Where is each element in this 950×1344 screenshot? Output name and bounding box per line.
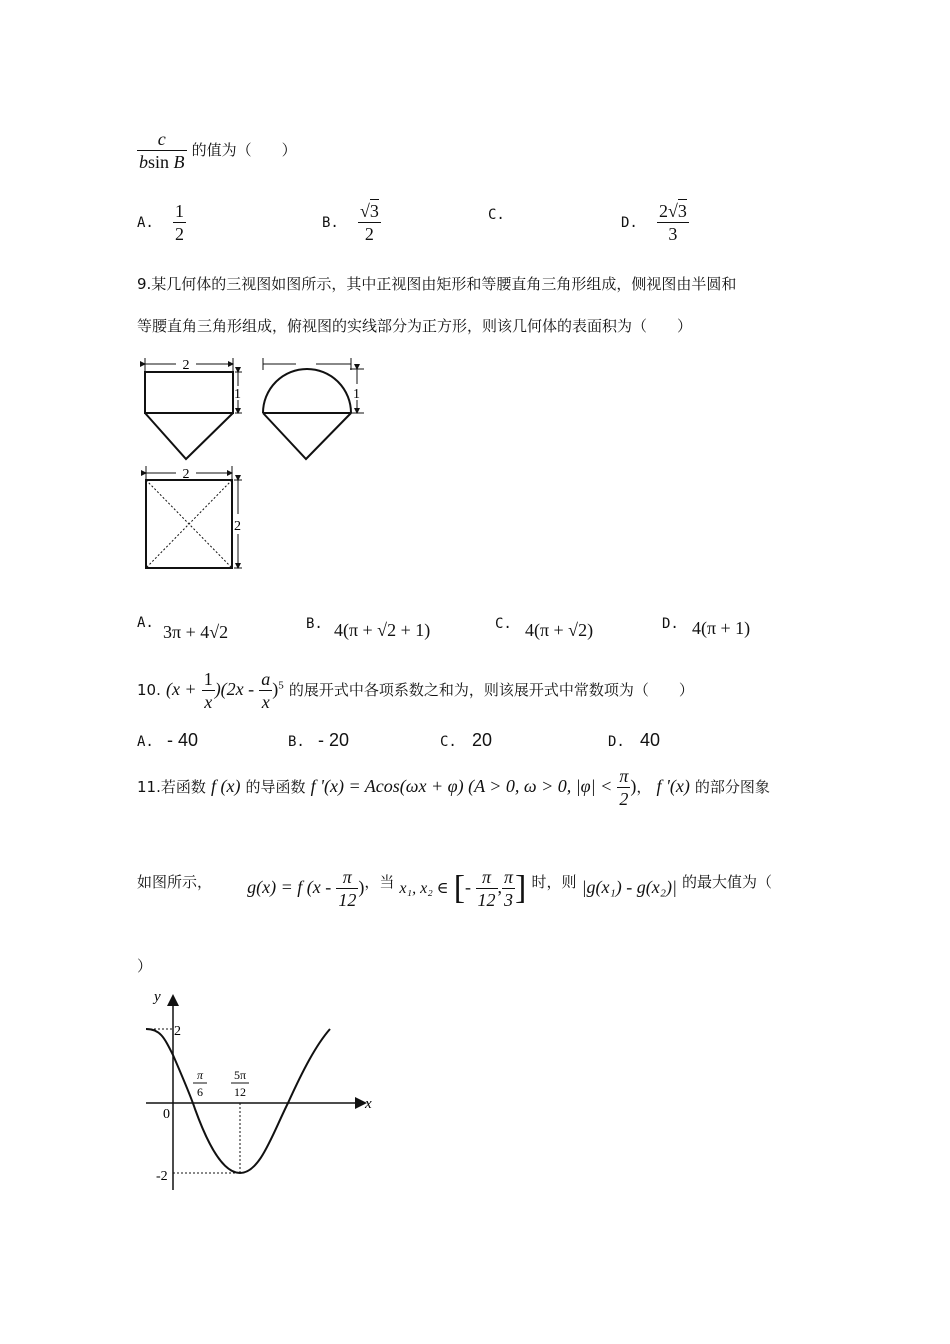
q8-frac-den (137, 151, 187, 173)
q10-opt-a-value: - 40 (166, 730, 198, 750)
q9-opt-b-value: 4(π + √2 + 1) (333, 620, 431, 640)
q8-opt-d-den: 3 (668, 224, 678, 244)
q9-opt-b-label: B. (306, 616, 323, 632)
top-view (146, 480, 232, 568)
q8-stem (137, 128, 297, 173)
q11-gx-frac-num: π (336, 866, 358, 889)
q9-opt-d-label: D. (662, 616, 679, 632)
q10-frac1-num: 1 (203, 669, 213, 689)
q10-opt-c-value: 20 (471, 730, 492, 750)
q11-when: ，当 (364, 873, 395, 891)
q11-minus: - (465, 877, 476, 897)
q8-opt-b-den: 2 (364, 224, 374, 244)
q10-expr-b: )(2x - (214, 679, 255, 699)
q8-den-sin: sin (148, 152, 170, 172)
q11-comma: ， (636, 778, 652, 796)
q8-frac-num: c (137, 128, 187, 151)
q9-three-views-figure (136, 352, 366, 577)
q8-opt-d-rad: 3 (677, 201, 687, 221)
graph-ymin: -2 (156, 1169, 168, 1184)
graph-tick1-num: π (196, 1068, 204, 1082)
q8-fraction (137, 128, 187, 173)
graph-x-label: x (365, 1096, 372, 1112)
q11-deriv-close: ) (630, 776, 637, 796)
q8-den-b: b (139, 152, 148, 172)
q8-option-a[interactable] (137, 200, 186, 245)
front-view (145, 372, 233, 459)
q11-int-frac1-num: π (476, 866, 498, 889)
q11-int-frac1-den: 12 (477, 890, 496, 910)
q11-int-frac2 (502, 866, 515, 911)
side-view (263, 369, 351, 459)
q11-shi: 时，则 (531, 873, 577, 891)
side-height-label: 1 (353, 387, 360, 402)
q10-frac2-den: x (261, 692, 270, 712)
q9-opt-a-value: 3π + 4√2 (163, 622, 229, 642)
q8-opt-b-num: √3 (359, 201, 379, 221)
q10-expr-a: (x + (165, 679, 197, 699)
q9-option-d[interactable] (662, 612, 751, 638)
q9-stem-line1: 9.某几何体的三视图如图所示，其中正视图由矩形和等腰直角三角形组成，侧视图由半圆和 (137, 275, 737, 293)
graph-origin: 0 (163, 1107, 170, 1122)
q11-x1x2: x₁, x₂ ∈ (399, 880, 449, 897)
front-width-label: 2 (182, 358, 190, 373)
q8-option-c[interactable] (488, 204, 505, 223)
q11-close-paren: ） (137, 957, 153, 975)
q9-option-c[interactable] (495, 612, 594, 640)
q10-opt-d-label: D. (608, 734, 625, 750)
q8-opt-b-label: B. (322, 215, 339, 231)
q11-bracket-right: ] (515, 869, 527, 907)
q11-fx: f (x) (210, 776, 241, 796)
q11-fprime: f '(x) (656, 776, 690, 796)
q8-opt-a-num: 1 (174, 201, 184, 221)
q8-opt-a-frac (173, 200, 186, 245)
q8-opt-d-label: D. (621, 215, 638, 231)
q10-exponent: 5 (278, 679, 284, 692)
q9-option-b[interactable] (306, 612, 431, 640)
q11-gx: g(x) = f (x - (247, 877, 332, 897)
q10-option-d[interactable] (608, 730, 660, 751)
q10-opt-b-label: B. (288, 734, 305, 750)
q11-int-frac2-num: π (504, 867, 514, 887)
q10-frac2-num: a (261, 669, 271, 689)
q8-tail: 的值为（ ） (191, 141, 297, 159)
q11-gx-frac-den: 12 (338, 890, 357, 910)
q8-opt-c-label: C. (488, 207, 505, 223)
q10-prefix: 10. (137, 681, 161, 699)
graph-y-label: y (154, 989, 161, 1005)
q11-stem-line1 (137, 765, 770, 810)
q9-opt-c-value: 4(π + √2) (524, 620, 594, 640)
q8-opt-d-frac (657, 200, 689, 245)
q8-option-d[interactable] (621, 200, 689, 245)
q8-den-B: B (173, 152, 185, 172)
q11-tail1: 的部分图象 (694, 778, 770, 796)
top-height-label: 2 (234, 519, 241, 534)
q10-frac1 (202, 668, 215, 713)
q11-derivative-graph (138, 985, 383, 1195)
front-height-label: 1 (234, 387, 241, 402)
q10-opt-d-value: 40 (639, 730, 660, 750)
q11-int-frac2-den: 3 (504, 890, 514, 910)
graph-tick1-den: 6 (197, 1085, 203, 1099)
q10-stem (137, 668, 694, 713)
q10-option-b[interactable] (288, 730, 349, 751)
q10-frac1-den: x (204, 692, 213, 712)
graph-tick2-num: 5π (233, 1068, 247, 1082)
top-width-label: 2 (182, 467, 190, 482)
q11-bracket-left: [ (453, 869, 466, 907)
q11-gx-frac (336, 866, 358, 911)
front-view-dims (145, 358, 242, 413)
graph-ymax: 2 (174, 1024, 181, 1039)
q11-pi-over-2 (617, 765, 630, 810)
q8-opt-d-coef: 2 (658, 201, 668, 221)
q11-absdiff: |g(x₁) - g(x₂)| (581, 877, 677, 897)
q10-option-a[interactable] (137, 730, 198, 751)
q11-gx-close: ) (358, 877, 365, 897)
q10-opt-a-label: A. (137, 734, 154, 750)
top-view-dims (146, 466, 242, 568)
q8-opt-d-num: 2√3 (658, 201, 687, 221)
q8-option-b[interactable] (322, 200, 381, 245)
q10-opt-c-label: C. (440, 734, 457, 750)
q8-opt-b-rad: 3 (369, 201, 379, 221)
q11-mid1: 的导函数 (245, 778, 306, 796)
q11-line2-prefix: 如图所示， (137, 873, 213, 891)
q10-opt-b-value: - 20 (317, 730, 349, 750)
q10-frac2 (259, 668, 272, 713)
q11-int-frac1 (476, 866, 498, 911)
q10-expr-c: ) (272, 679, 279, 699)
q8-opt-b-frac (358, 200, 381, 245)
q9-opt-d-value: 4(π + 1) (691, 618, 751, 638)
q11-pi-num: π (619, 766, 629, 786)
q11-stem-line2 (137, 866, 772, 911)
q9-option-a[interactable] (137, 612, 154, 631)
q8-opt-a-label: A. (137, 215, 154, 231)
q9-opt-c-label: C. (495, 616, 512, 632)
q10-tail: 的展开式中各项系数之和为，则该展开式中常数项为（ ） (288, 681, 694, 699)
q11-tail2: 的最大值为（ (682, 873, 773, 891)
q11-deriv: f '(x) = Acos(ωx + φ) (A > 0, ω > 0, |φ| < (310, 776, 613, 796)
q10-option-c[interactable] (440, 730, 492, 751)
q8-opt-a-den: 2 (174, 224, 184, 244)
q9-opt-a-label: A. (137, 615, 154, 631)
graph-tick2-den: 12 (234, 1085, 246, 1099)
q9-stem-line2: 等腰直角三角形组成，俯视图的实线部分为正方形，则该几何体的表面积为（ ） (137, 317, 693, 335)
q11-pi-den: 2 (619, 789, 629, 809)
q11-prefix: 11.若函数 (137, 778, 206, 796)
q11-int-comma: , (497, 877, 503, 897)
side-view-dims (263, 358, 364, 413)
